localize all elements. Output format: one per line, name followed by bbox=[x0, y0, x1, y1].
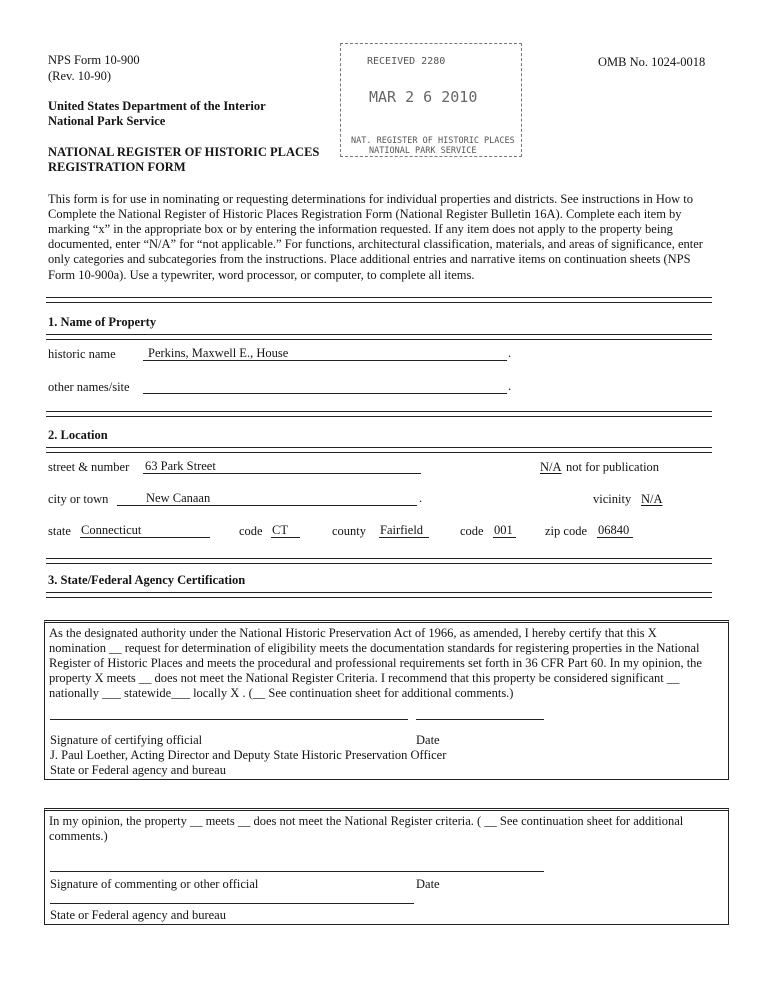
field-end-mark: . bbox=[508, 346, 512, 360]
stamp-date: MAR 2 6 2010 bbox=[369, 88, 478, 106]
other-names-label: other names/site bbox=[48, 380, 130, 394]
county-code-label: code bbox=[460, 524, 484, 538]
county-code-field[interactable] bbox=[493, 523, 516, 538]
certifying-date-line[interactable] bbox=[416, 719, 544, 720]
certifying-agency-label: State or Federal agency and bureau bbox=[50, 763, 226, 777]
section-rule bbox=[46, 558, 712, 564]
street-label: street & number bbox=[48, 460, 130, 474]
certifying-date-label: Date bbox=[416, 733, 440, 747]
form-title-line1: NATIONAL REGISTER OF HISTORIC PLACES bbox=[48, 145, 320, 159]
instructions-line: Form 10-900a). Use a typewriter, word processor, or computer, to complete all items. bbox=[48, 268, 475, 282]
commenting-agency-label: State or Federal agency and bureau bbox=[50, 908, 226, 922]
zip-label: zip code bbox=[545, 524, 587, 538]
historic-name-field[interactable] bbox=[143, 346, 507, 361]
stamp-service: NATIONAL PARK SERVICE bbox=[369, 146, 477, 156]
instructions-line: only categories and subcategories from the instructions. Place additional entries and narrative items on continuation sheets (NPS bbox=[48, 252, 691, 266]
certification-line: Register of Historic Places and meets the procedural and professional requirements set forth in 36 CFR Part 60. In my opinion, the bbox=[49, 656, 702, 670]
zip-value: 06840 bbox=[598, 523, 630, 537]
instructions-line: marking “x” in the appropriate box or by entering the information requested. If any item does not apply to the property being bbox=[48, 222, 673, 236]
certification-line: nationally ___ statewide___ locally X . (__ See continuation sheet for additional comments.) bbox=[49, 686, 514, 700]
state-code-value: CT bbox=[272, 523, 288, 537]
state-field[interactable] bbox=[80, 523, 210, 538]
vicinity-value[interactable]: N/A bbox=[641, 492, 663, 506]
certification-box bbox=[44, 620, 729, 780]
city-label: city or town bbox=[48, 492, 109, 506]
field-end-mark: . bbox=[419, 491, 423, 505]
state-label: state bbox=[48, 524, 71, 538]
certification-line: nomination __ request for determination of eligibility meets the documentation standards for registering properties in the National bbox=[49, 641, 700, 655]
other-names-field[interactable] bbox=[143, 379, 507, 394]
form-number: NPS Form 10-900 bbox=[48, 53, 140, 67]
opinion-text bbox=[49, 814, 724, 844]
commenting-date-label: Date bbox=[416, 877, 440, 891]
opinion-line: In my opinion, the property __ meets __ does not meet the National Register criteria. ( __ See continuation sheet for additional bbox=[49, 814, 684, 828]
county-field[interactable] bbox=[379, 523, 429, 538]
state-code-label: code bbox=[239, 524, 263, 538]
zip-field[interactable] bbox=[597, 523, 633, 538]
form-revision: (Rev. 10-90) bbox=[48, 69, 112, 83]
county-value: Fairfield bbox=[380, 523, 424, 537]
field-end-mark: . bbox=[508, 379, 512, 393]
certification-line: property X meets __ does not meet the National Register Criteria. I recommend that this property be considered significant __ bbox=[49, 671, 680, 685]
street-field[interactable] bbox=[143, 459, 421, 474]
city-field[interactable] bbox=[117, 491, 417, 506]
commenting-agency-line[interactable] bbox=[50, 903, 414, 904]
section3-heading: 3. State/Federal Agency Certification bbox=[48, 573, 246, 587]
county-label: county bbox=[332, 524, 367, 538]
section-rule bbox=[46, 334, 712, 340]
city-value: New Canaan bbox=[146, 491, 211, 505]
not-for-publication-value[interactable]: N/A bbox=[540, 460, 562, 474]
instructions-line: documented, enter “N/A” for “not applicable.” For functions, architectural classification, materials, and areas of significance, enter bbox=[48, 237, 703, 251]
not-for-publication-label: not for publication bbox=[566, 460, 660, 474]
section-rule bbox=[46, 592, 712, 598]
stamp-received: RECEIVED 2280 bbox=[367, 56, 446, 67]
certifying-signature-label: Signature of certifying official bbox=[50, 733, 203, 747]
omb-number: OMB No. 1024-0018 bbox=[598, 55, 706, 69]
commenting-signature-line[interactable] bbox=[50, 871, 544, 872]
stamp-register: NAT. REGISTER OF HISTORIC PLACES bbox=[351, 136, 515, 146]
certifying-signature-line[interactable] bbox=[50, 719, 408, 720]
opinion-line: comments.) bbox=[49, 829, 108, 843]
received-stamp bbox=[340, 43, 522, 157]
instructions-line: Complete the National Register of Historic Places Registration Form (National Register Bulletin 16A). Complete each item by bbox=[48, 207, 682, 221]
state-code-field[interactable] bbox=[271, 523, 300, 538]
section-rule bbox=[46, 411, 712, 417]
service-name: National Park Service bbox=[48, 114, 166, 128]
department-name: United States Department of the Interior bbox=[48, 99, 266, 113]
certifying-official-name: J. Paul Loether, Acting Director and Deputy State Historic Preservation Officer bbox=[50, 748, 447, 762]
section2-heading: 2. Location bbox=[48, 428, 108, 442]
vicinity-label: vicinity bbox=[593, 492, 632, 506]
form-title-line2: REGISTRATION FORM bbox=[48, 160, 186, 174]
opinion-box bbox=[44, 808, 729, 925]
street-value: 63 Park Street bbox=[145, 459, 216, 473]
section1-heading: 1. Name of Property bbox=[48, 315, 157, 329]
historic-name-value: Perkins, Maxwell E., House bbox=[148, 346, 289, 360]
state-value: Connecticut bbox=[81, 523, 142, 537]
section-rule bbox=[46, 297, 712, 303]
historic-name-label: historic name bbox=[48, 347, 116, 361]
county-code-value: 001 bbox=[494, 523, 513, 537]
certification-line: As the designated authority under the National Historic Preservation Act of 1966, as amended, I hereby certify that this X bbox=[49, 626, 657, 640]
instructions-line: This form is for use in nominating or requesting determinations for individual properties and districts. See instructions in How to bbox=[48, 192, 694, 206]
commenting-signature-label: Signature of commenting or other official bbox=[50, 877, 259, 891]
certification-text bbox=[49, 626, 724, 701]
section-rule bbox=[46, 447, 712, 453]
